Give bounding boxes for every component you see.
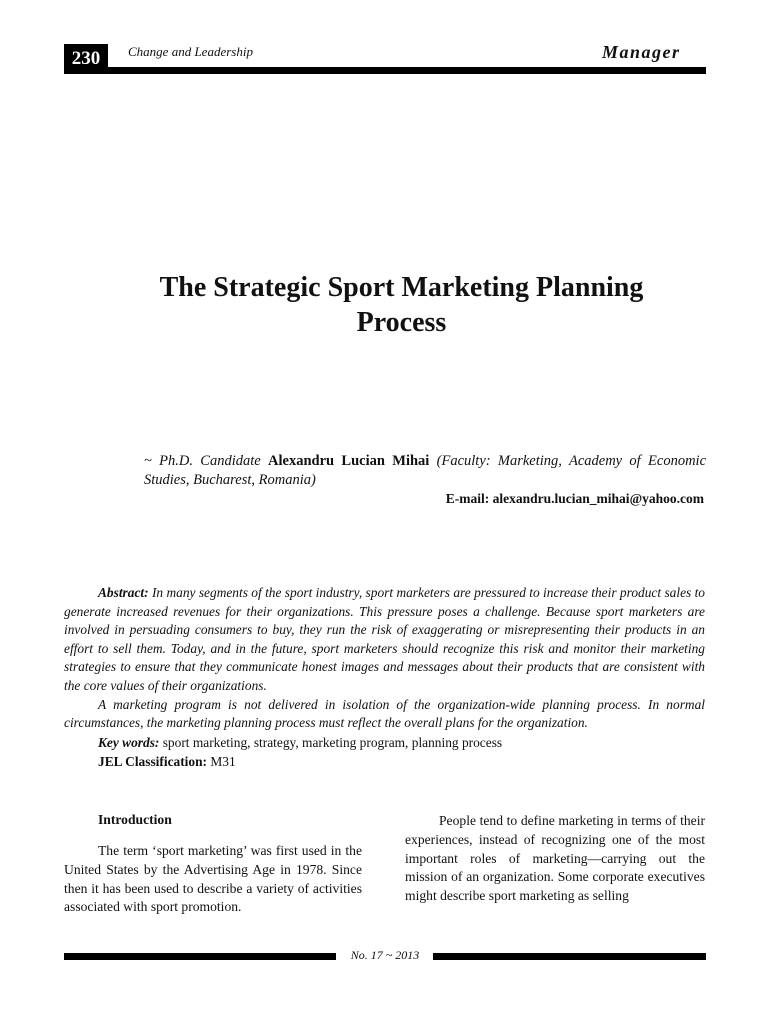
header-rule	[64, 67, 706, 74]
right-column	[405, 812, 705, 906]
journal-logo: Manager	[602, 42, 681, 62]
keywords	[98, 734, 705, 753]
left-column-paragraph: The term ‘sport marketing’ was first used in the United States by the Advertising Age in 1978. Since then it has been used to describe a variety of activities associated with sport promotion.	[64, 843, 362, 915]
title-line-2: Process	[356, 307, 447, 338]
affiliation-city: Bucharest	[193, 472, 252, 488]
jel-value: M31	[207, 754, 236, 769]
right-column-paragraph: People tend to define marketing in terms of their experiences, instead of recognizing one of the most important roles of marketing—carrying out the mission of an organization. Some corporate executives might describe sport marketing as selling	[405, 813, 705, 904]
abstract-text-1: In many segments of the sport industry, sport marketers are pressured to increase their product sales to generate increased revenues for their organizations. This pressure poses a challenge. Because sport marketers are involved in persuading consumers to buy, they run the risk of exaggerating or misrepresenting their products in an effort to sell them. Today, and in the future, sport marketers should recognize this risk and monitor their marketing strategies to ensure that they communicate honest images and messages about their products that are consistent with the core values of their organizations.	[64, 585, 705, 693]
page-number: 230	[64, 44, 108, 74]
keywords-label: Key words:	[98, 735, 160, 750]
footer-rule-left	[64, 953, 336, 960]
footer-rule-right	[433, 953, 706, 960]
jel-label: JEL Classification:	[98, 754, 207, 769]
article-title	[64, 270, 739, 340]
running-head: Change and Leadership	[128, 44, 253, 59]
abstract	[64, 584, 705, 733]
affiliation-sep-1: ,	[185, 472, 194, 488]
abstract-label: Abstract:	[98, 585, 149, 600]
author-affiliation: (Faculty: Marketing, Academy of Economic Studies	[144, 453, 707, 488]
abstract-paragraph-1	[64, 584, 705, 696]
footer-issue: No. 17 ~ 2013	[350, 948, 420, 962]
abstract-paragraph-2: A marketing program is not delivered in isolation of the organization-wide planning process. In normal circumstances, the marketing planning process must reflect the overall plans for the organization.	[64, 696, 705, 731]
affiliation-country: Romania)	[258, 472, 316, 488]
jel-classification	[98, 753, 705, 772]
author-prefix: ~ Ph.D. Candidate	[144, 453, 269, 469]
section-heading-introduction: Introduction	[98, 812, 172, 827]
author-block	[144, 452, 706, 490]
left-column	[64, 842, 362, 917]
author-name: Alexandru Lucian Mihai	[268, 453, 430, 469]
title-line-1: The Strategic Sport Marketing Planning	[159, 272, 644, 303]
affiliation-sep-2: ,	[251, 472, 259, 488]
author-email: E-mail: alexandru.lucian_mihai@yahoo.com	[445, 491, 704, 506]
keywords-value: sport marketing, strategy, marketing program, planning process	[159, 735, 503, 750]
